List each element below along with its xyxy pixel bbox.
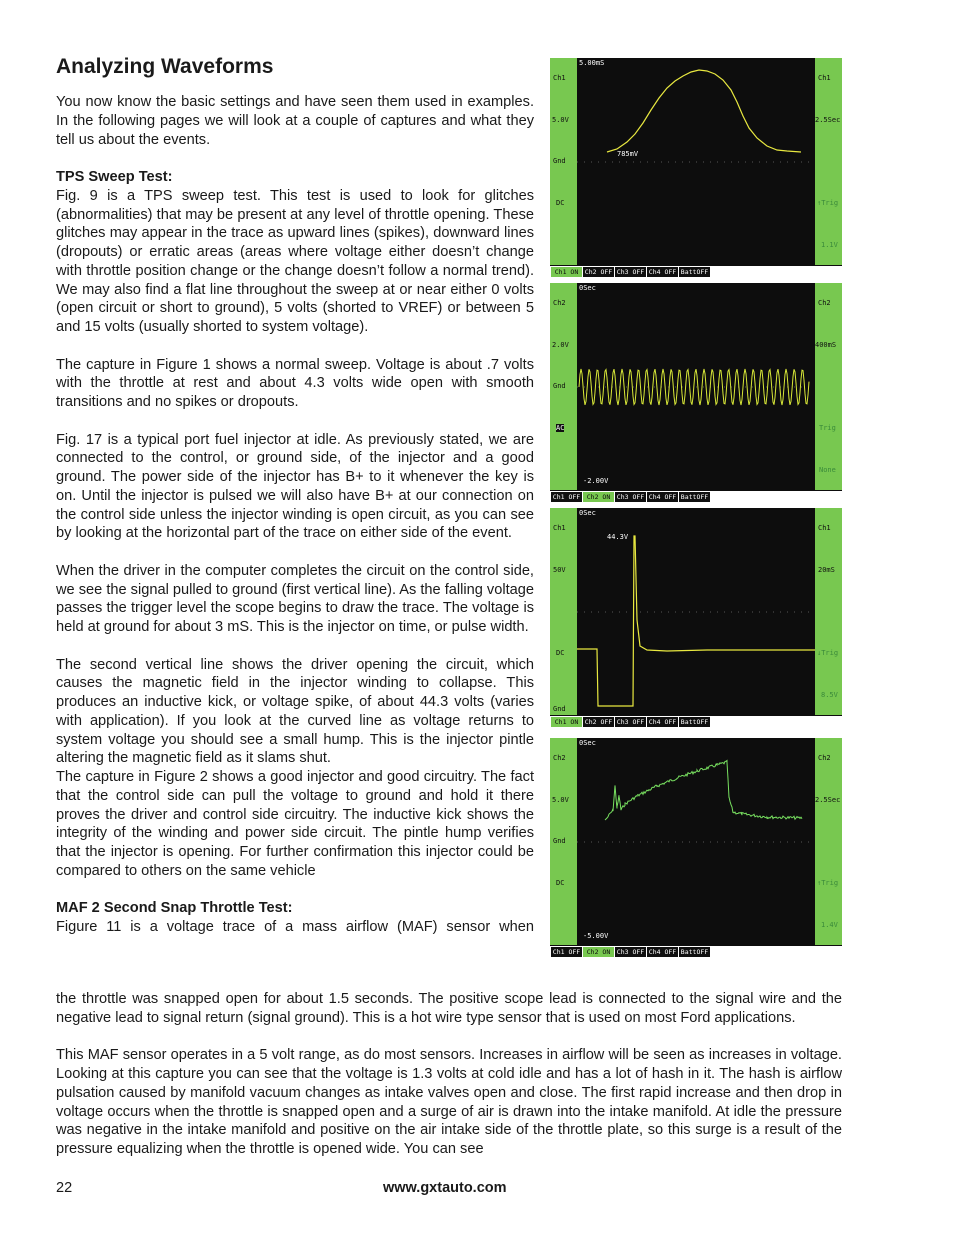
scope-right-panel — [815, 738, 842, 945]
maf-paragraph-2: This MAF sensor operates in a 5 volt range, as do most sensors. Increases in airflow will be seen as increases in voltage. Looking at this capture you can see that the voltage is 1.3 volts at cold idle and has a lot of hash in it. The hash is airflow pulsation caused by manifold vacuum changes as intake valves open and close. The first rapid increase and then drop in voltage occurs when the throttle is snapped open and a surge of air is drawn into the intake manifold. At idle the pressure was negative in the intake manifold and positive on the air intake side of the throttle plate, so this surge is a result of the pressure equalizing when the throttle is opened wide. You can see — [56, 1047, 842, 1157]
scope-right-panel — [815, 58, 842, 265]
trigger-label: ↓Trig — [817, 649, 839, 657]
battery-status: BattOFF — [680, 718, 709, 726]
channel-label: Ch1 — [818, 524, 831, 532]
channel-label: Ch2 — [553, 754, 566, 762]
ch1-status: Ch1 OFF — [552, 948, 581, 956]
channel-label: Ch1 — [818, 74, 831, 82]
ch3-status: Ch3 OFF — [616, 268, 645, 276]
ch3-status: Ch3 OFF — [616, 718, 645, 726]
scope-left-panel — [550, 58, 577, 265]
tps-heading: TPS Sweep Test: — [56, 169, 173, 185]
scope-plot — [577, 58, 815, 265]
offset-readout: -5.00V — [583, 932, 609, 940]
waveform-trace — [605, 761, 802, 821]
scope-right-panel — [815, 508, 842, 715]
ground-label: Gnd — [553, 157, 566, 165]
battery-status: BattOFF — [680, 493, 709, 501]
channel-label: Ch2 — [818, 754, 831, 762]
battery-status: BattOFF — [680, 268, 709, 276]
trigger-level: 8.5V — [821, 691, 838, 699]
scope-plot — [577, 283, 815, 490]
trigger-level: 1.4V — [821, 921, 838, 929]
waveform-trace — [577, 536, 815, 706]
injector-paragraph-4: The capture in Figure 2 shows a good injector and good circuitry. The fact that the control side can pull the voltage to ground and hold it there proves the driver and control side circuitry. The inductive kick shows the integrity of the winding and power side circuit. The pintle hump verifies that the injector is opening. For further confirmation this injector could be compared to others on the same vehicle — [56, 769, 534, 879]
injector-paragraph-3: The second vertical line shows the driver opening the circuit, which causes the magnetic field in the injector winding to collapse. This produces an inductive kick, or voltage spike, of about 44.3 volts (varies with application). If you look at the curved line as voltage returns to system voltage you should see a small hump. This is the injector pintle altering the magnetic field as it slams shut. — [56, 656, 534, 767]
scope-right-panel — [815, 283, 842, 490]
scope-left-panel — [550, 508, 577, 715]
timebase-label: 2.5Sec — [815, 116, 841, 124]
time-readout: 0Sec — [579, 509, 596, 517]
voltage-readout: 785mV — [617, 150, 639, 158]
page-title: Analyzing Waveforms — [56, 55, 274, 78]
scope-plot — [577, 738, 815, 945]
scope-capture-maf — [550, 738, 842, 958]
trigger-label: ↑Trig — [817, 879, 839, 887]
scope-capture-injector — [550, 508, 842, 728]
ch4-status: Ch4 OFF — [648, 718, 677, 726]
coupling-label: DC — [556, 199, 565, 207]
offset-readout: -2.00V — [583, 477, 609, 485]
peak-readout: 44.3V — [607, 533, 629, 541]
trigger-level: 1.1V — [821, 241, 838, 249]
scope-channel-bar — [550, 716, 842, 728]
timebase-label: 400mS — [815, 341, 837, 349]
ch1-status: Ch1 ON — [551, 717, 582, 727]
maf-paragraph-1-start: Figure 11 is a voltage trace of a mass airflow (MAF) sensor when — [56, 919, 534, 935]
left-column — [56, 93, 534, 937]
volts-per-div: 50V — [553, 566, 566, 574]
scope-left-panel — [550, 283, 577, 490]
ch1-status: Ch1 ON — [551, 267, 582, 277]
scope-capture-ac — [550, 283, 842, 503]
channel-label: Ch2 — [553, 299, 566, 307]
battery-status: BattOFF — [680, 948, 709, 956]
time-readout: 0Sec — [579, 739, 596, 747]
ch4-status: Ch4 OFF — [648, 268, 677, 276]
coupling-label: DC — [556, 649, 565, 657]
ch2-status: Ch2 OFF — [584, 718, 613, 726]
ground-label: Gnd — [553, 705, 566, 713]
scope-plot — [577, 508, 815, 715]
page-number: 22 — [56, 1180, 73, 1196]
volts-per-div: 5.0V — [552, 796, 569, 804]
waveform-trace — [607, 70, 801, 152]
trigger-label: ↑Trig — [817, 199, 839, 207]
time-readout: 0Sec — [579, 284, 596, 292]
ch2-status: Ch2 ON — [583, 492, 614, 502]
ch2-status: Ch2 OFF — [584, 268, 613, 276]
coupling-label: AC — [556, 424, 565, 432]
ch2-status: Ch2 ON — [583, 947, 614, 957]
trigger-level: None — [819, 466, 836, 474]
injector-paragraph-2: When the driver in the computer completes the circuit on the control side, we see the signal pulled to ground (first vertical line). As the falling voltage passes the trigger level the scope begins to draw the trace. The voltage is held at ground for about 3 mS. This is the injector on time, or pulse width. — [56, 562, 534, 635]
scope-channel-bar — [550, 946, 842, 958]
ground-label: Gnd — [553, 382, 566, 390]
scope-channel-bar — [550, 266, 842, 278]
channel-label: Ch1 — [553, 74, 566, 82]
ground-label: Gnd — [553, 837, 566, 845]
intro-paragraph: You now know the basic settings and have seen them used in examples. In the following pages we will look at a couple of captures and what they tell us about the events. — [56, 94, 534, 148]
footer-url: www.gxtauto.com — [383, 1180, 507, 1196]
scope-left-panel — [550, 738, 577, 945]
maf-heading: MAF 2 Second Snap Throttle Test: — [56, 900, 293, 917]
channel-label: Ch2 — [818, 299, 831, 307]
full-width-text — [56, 990, 842, 1159]
ch4-status: Ch4 OFF — [648, 948, 677, 956]
timebase-label: 2.5Sec — [815, 796, 841, 804]
tps-paragraph-2: The capture in Figure 1 shows a normal sweep. Voltage is about .7 volts with the throttle at rest and about 4.3 volts wide open with smooth transitions and no spikes or dropouts. — [56, 356, 534, 410]
volts-per-div: 5.0V — [552, 116, 569, 124]
timebase-label: 20mS — [818, 566, 835, 574]
maf-paragraph-1-end: the throttle was snapped open for about 1.5 seconds. The positive scope lead is connected to the signal wire and the negative lead to signal return (signal ground). This is a hot wire type sensor that is used on most Ford applications. — [56, 991, 842, 1026]
coupling-label: DC — [556, 879, 565, 887]
volts-per-div: 2.0V — [552, 341, 569, 349]
scope-capture-tps — [550, 58, 842, 278]
ch3-status: Ch3 OFF — [616, 948, 645, 956]
waveform-trace — [579, 369, 809, 405]
time-readout: 5.00mS — [579, 59, 605, 67]
tps-paragraph-1: Fig. 9 is a TPS sweep test. This test is used to look for glitches (abnormalities) that may be present at any level of throttle opening. These glitches may appear in the trace as upward lines (spikes), downward lines (dropouts) or erratic areas (areas where voltage either doesn’t change with throttle position change or the change doesn’t follow a normal trend). We may also find a flat line throughout the sweep at or near either 0 volts (open circuit or short to ground), 5 volts (shorted to VREF) or between 5 and 15 volts (usually shorted to system voltage). — [56, 187, 534, 335]
ch4-status: Ch4 OFF — [648, 493, 677, 501]
ch3-status: Ch3 OFF — [616, 493, 645, 501]
ch1-status: Ch1 OFF — [552, 493, 581, 501]
trigger-label: Trig — [819, 424, 836, 432]
scope-channel-bar — [550, 491, 842, 503]
injector-paragraph-1: Fig. 17 is a typical port fuel injector at idle. As previously stated, we are connected to the control, or ground side, of the injector and a good ground. The power side of the injector has B+ to it whenever the key is on. Until the injector is pulsed we will also have B+ at our connection on the control side unless the injector winding is open circuit, as you can see by looking at the horizontal part of the trace on either side of the event. — [56, 431, 534, 542]
channel-label: Ch1 — [553, 524, 566, 532]
